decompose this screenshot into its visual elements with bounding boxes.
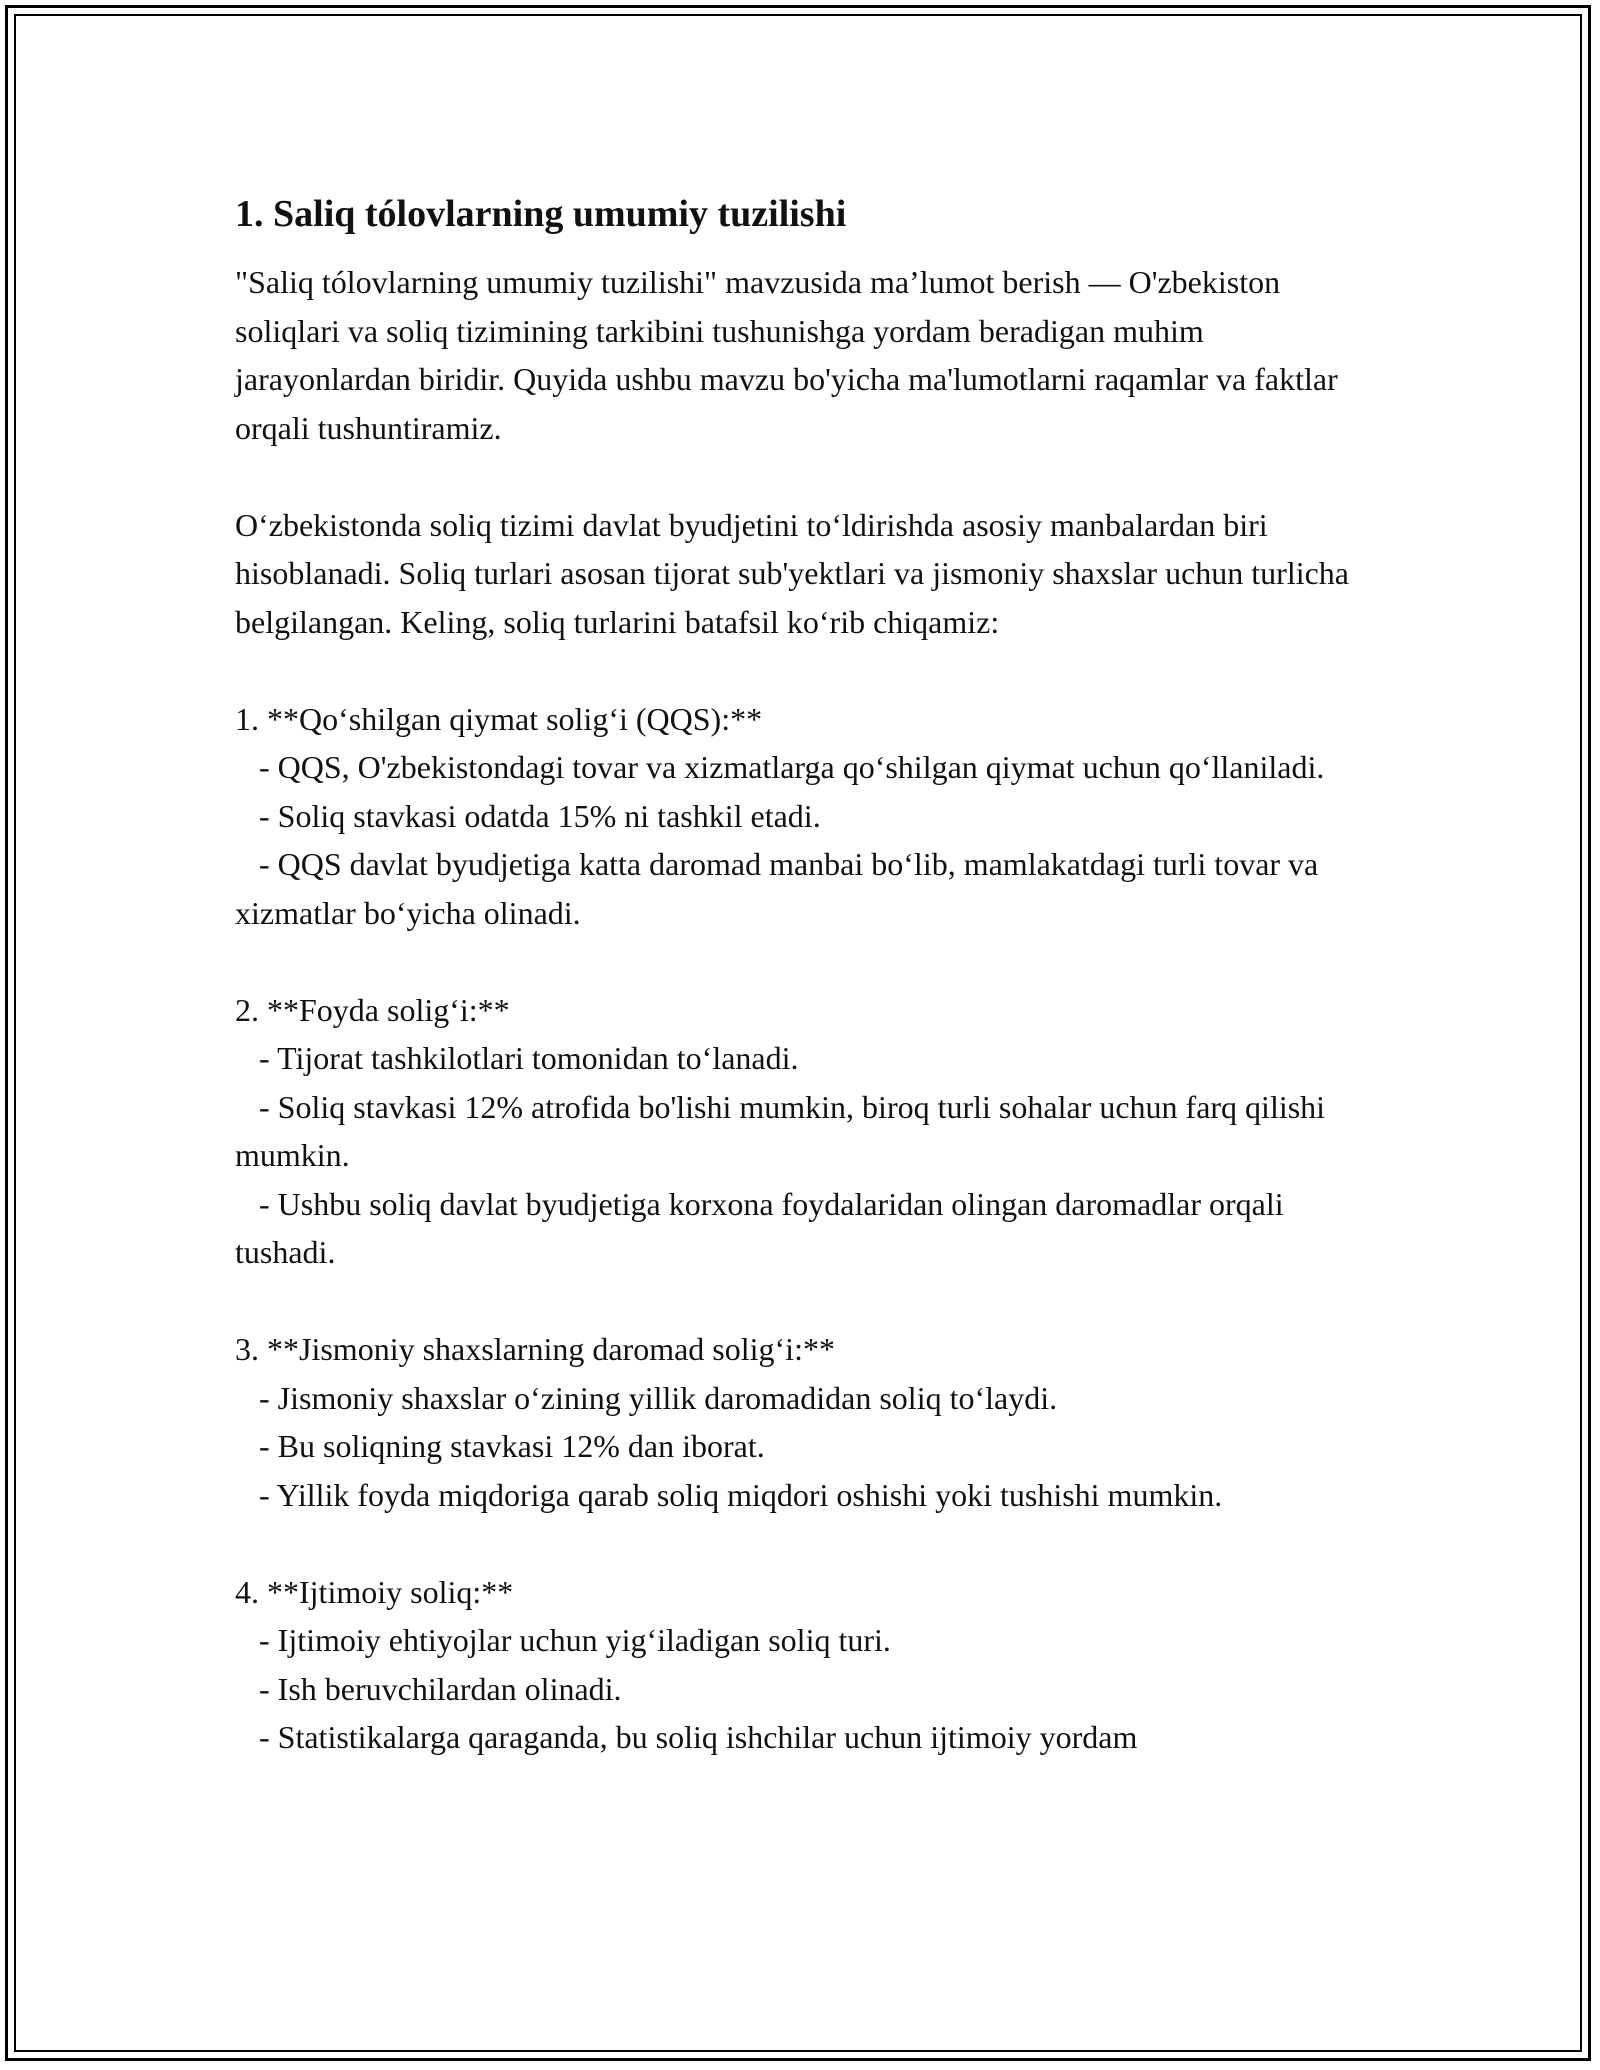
list-item: - Statistikalarga qaraganda, bu soliq ishchilar uchun ijtimoiy yordam [235,1719,1138,1755]
section-heading: 4. **Ijtimoiy soliq:** [235,1573,514,1610]
paragraph-gap [235,1519,1385,1568]
intro-paragraph-1: "Saliq tólovlarning umumiy tuzilishi" mavzusida ma’lumot berish — O'zbekiston soliqlari va soliq tizimining tarkibini tushunishga yordam beradigan muhim jarayonlardan biridir. Quyida ushbu mavzu bo'yicha ma'lumotlarni raqamlar va faktlar orqali tushuntiramiz. [235,264,1346,446]
intro-paragraph-2: O‘zbekistonda soliq tizimi davlat byudjetini to‘ldirishda asosiy manbalardan biri hisoblanadi. Soliq turlari asosan tijorat sub'yektlari va jismoniy shaxslar uchun turlicha belgilangan. Keling, soliq turlarini batafsil ko‘rib chiqamiz: [235,506,1357,640]
paragraph-gap [235,646,1385,695]
paragraph-gap [235,1277,1385,1326]
section-heading: 1. **Qo‘shilgan qiymat solig‘i (QQS):** [235,700,763,737]
list-item: - QQS davlat byudjetiga katta daromad manbai bo‘lib, mamlakatdagi turli tovar va xizmatlar bo‘yicha olinadi. [235,846,1327,931]
section-social-tax [235,1568,1385,1762]
section-heading: 3. **Jismoniy shaxslarning daromad solig‘i:** [235,1331,835,1367]
list-item: - Ushbu soliq davlat byudjetiga korxona foydalaridan olingan daromadlar orqali tushadi. [235,1185,1292,1270]
document-title: 1. Saliq tólovlarning umumiy tuzilishi [235,193,847,235]
list-item: - QQS, O'zbekistondagi tovar va xizmatlarga qo‘shilgan qiymat uchun qo‘llaniladi. [235,749,1325,785]
list-item: - Ijtimoiy ehtiyojlar uchun yig‘iladigan soliq turi. [235,1622,891,1658]
paragraph-gap [235,452,1385,501]
paragraph-gap [235,937,1385,986]
list-item: - Soliq stavkasi 12% atrofida bo'lishi mumkin, biroq turli sohalar uchun farq qilishi mumkin. [235,1088,1334,1173]
list-item: - Bu soliqning stavkasi 12% dan iborat. [235,1428,765,1464]
document-body [235,190,1385,1762]
list-item: - Ish beruvchilardan olinadi. [235,1670,622,1707]
section-profit-tax [235,986,1385,1277]
section-income-tax [235,1325,1385,1519]
list-item: - Yillik foyda miqdoriga qarab soliq miqdori oshishi yoki tushishi mumkin. [235,1476,1223,1513]
list-item: - Tijorat tashkilotlari tomonidan to‘lanadi. [235,1040,799,1076]
section-qqs [235,695,1385,938]
list-item: - Soliq stavkasi odatda 15% ni tashkil etadi. [235,797,821,834]
section-heading: 2. **Foyda solig‘i:** [235,991,510,1028]
list-item: - Jismoniy shaxslar o‘zining yillik daromadidan soliq to‘laydi. [235,1379,1058,1416]
